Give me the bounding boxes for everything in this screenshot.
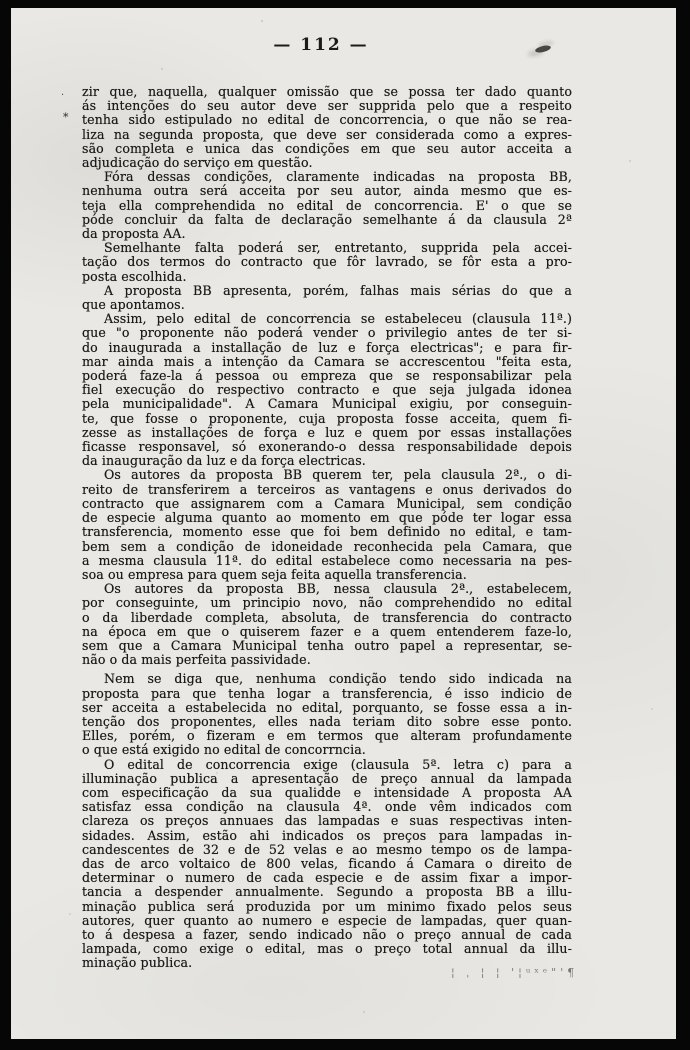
text-line: por conseguinte, um principio novo, não comprehendido no edital (82, 595, 572, 611)
text-line: Os autores da proposta BB, nessa clausula 2ª., estabelecem, (104, 581, 572, 597)
margin-dot-mark: · (61, 90, 65, 101)
text-line: sem que a Camara Municipal tenha outro papel a representar, se- (82, 637, 572, 653)
text-line: sidades. Assim, estão ahi indicados os preços para lampadas in- (82, 827, 572, 843)
text-line: proposta para que tenha logar a transferencia, é isso indicio de (82, 685, 572, 701)
text-line: to á despesa a fazer, sendo indicado não o preço annual de cada (82, 926, 572, 942)
paragraph (82, 468, 572, 582)
text-line: reito de transferirem a terceiros as vantagens e onus derivados do (82, 481, 572, 497)
text-line: zesse as installações de força e luz e quem por essas installações (82, 424, 572, 440)
text-line: Os autores da proposta BB querem ter, pela clausula 2ª., o di- (104, 467, 572, 483)
text-line: de especie alguma quanto ao momento em que póde ter logar essa (82, 510, 572, 526)
text-line: Nem se diga que, nenhuma condição tendo sido indicada na (104, 671, 572, 687)
text-line: zir que, naquella, qualquer omissão que se possa ter dado quanto (82, 84, 572, 99)
text-line: ser acceita a estabelecida no edital, porquanto, se fosse essa a in- (82, 699, 572, 715)
text-line: tancia a despender annualmente. Segundo a proposta BB a illu- (82, 884, 572, 900)
ink-smudge-top-right (535, 44, 552, 54)
text-line: tenção dos proponentes, elles nada teriam dito sobre esse ponto. (82, 713, 572, 729)
text-line: que "o proponente não poderá vender o privilegio antes de ter si- (82, 325, 572, 341)
text-block (82, 85, 572, 971)
ink-smudge-bottom-right: ¦ ˌ ¦ ¦ ꞌ¦ᵘˣᵉ"ꞌ¶ (451, 966, 579, 979)
paper-specks (11, 8, 13, 10)
text-line: contracto que assignarem com a Camara Municipal, sem condição (82, 495, 572, 511)
text-line: ficasse responsavel, só exonerando-o dessa responsabilidade depois (82, 439, 572, 455)
text-line: lampada, como exige o edital, mas o preço total annual da illu- (82, 941, 572, 957)
text-line: O edital de concorrencia exige (clausula 5ª. letra c) para a (104, 756, 572, 772)
text-line: teja ella comprehendida no edital de concorrencia. E' o que se (82, 197, 572, 213)
page-number: — 112 — (273, 35, 369, 55)
text-line: são completa e unica das condições em que seu autor acceita a (82, 140, 572, 156)
text-line: tenha sido estipulado no edital de concorrencia, o que não se rea- (82, 112, 572, 128)
paragraph (82, 284, 572, 312)
text-line: não o da mais perfeita passividade. (82, 652, 311, 668)
paragraph (82, 170, 572, 241)
text-line: satisfaz essa condição na clausula 4ª. onde vêm indicados com (82, 799, 572, 815)
paragraph (82, 582, 572, 667)
text-line: ás intenções do seu autor deve ser supprida pelo que a respeito (82, 98, 572, 114)
text-line: clareza os preços annuaes das lampadas e suas respectivas inten- (82, 813, 572, 829)
text-line: o que está exigido no edital de concorrncia. (82, 742, 366, 758)
paragraph (82, 241, 572, 284)
text-line: da inauguração da luz e da força electricas. (82, 453, 366, 469)
text-line: das de arco voltaico de 800 velas, ficando á Camara o direito de (82, 855, 572, 871)
text-line: Fóra dessas condições, claramente indicadas na proposta BB, (104, 169, 572, 185)
text-line: transferencia, momento esse que foi bem definido no edital, e tam- (82, 524, 572, 540)
text-line: a mesma clausula 11ª. do edital estabelece como necessaria na pes- (82, 552, 572, 568)
paragraph (82, 758, 572, 971)
margin-asterisk-mark: ⁎ (63, 107, 69, 120)
text-line: da proposta AA. (82, 226, 186, 242)
text-line: autores, quer quanto ao numero e especie de lampadas, quer quan- (82, 912, 572, 928)
text-line: candescentes de 32 e de 52 velas e ao mesmo tempo os de lampa- (82, 841, 572, 857)
text-line: com especificação da sua qualidde e intensidade A proposta AA (82, 784, 572, 800)
text-line: te, que fosse o proponente, cuja proposta fosse acceita, quem fi- (82, 410, 572, 426)
text-line: determinar o numero de cada especie e de assim fixar a impor- (82, 870, 572, 886)
text-line: adjudicação do serviço em questão. (82, 155, 313, 171)
paragraph (82, 312, 572, 468)
paragraph (82, 672, 572, 757)
text-line: fiel execução do respectivo contracto e que seja julgada idonea (82, 382, 572, 398)
text-line: A proposta BB apresenta, porém, falhas mais sérias do que a (104, 282, 572, 298)
text-line: liza na segunda proposta, que deve ser considerada como a expres- (82, 126, 572, 142)
text-line: illuminação publica a apresentação de preço annual da lampada (82, 770, 572, 786)
paragraph (82, 85, 572, 170)
text-line: minação publica. (82, 955, 193, 971)
text-line: soa ou empresa para quem seja feita aquella transferencia. (82, 566, 467, 582)
text-line: mar ainda mais a intenção da Camara se accrescentou "feita esta, (82, 353, 572, 369)
text-line: Elles, porém, o fizeram e em termos que alteram profundamente (82, 728, 572, 744)
document-page (11, 8, 676, 1039)
text-line: na época em que o quiserem fazer e a quem entenderem faze-lo, (82, 623, 572, 639)
text-line: nenhuma outra será acceita por seu autor, ainda mesmo que es- (82, 183, 572, 199)
text-line: poderá faze-la á pessoa ou empreza que se responsabilizar pela (82, 368, 572, 384)
text-line: posta escolhida. (82, 268, 187, 284)
text-line: Semelhante falta poderá ser, entretanto, supprida pela accei- (104, 240, 572, 256)
text-line: bem sem a condição de idoneidade reconhecida pela Camara, que (82, 538, 572, 554)
text-line: minação publica será produzida por um minimo fixado pelos seus (82, 898, 572, 914)
text-line: póde concluir da falta de declaração semelhante á da clausula 2ª (82, 211, 572, 227)
text-line: o da liberdade completa, absoluta, de transferencia do contracto (82, 609, 572, 625)
text-line: do inaugurada a installação de luz e força electricas"; e para fir- (82, 339, 572, 355)
text-line: tação dos termos do contracto que fôr lavrado, se fôr esta a pro- (82, 254, 572, 270)
text-line: que apontamos. (82, 297, 185, 313)
text-line: Assim, pelo edital de concorrencia se estabeleceu (clausula 11ª.) (104, 311, 572, 327)
text-line: pela municipalidade". A Camara Municipal exigiu, por conseguin- (82, 396, 572, 412)
